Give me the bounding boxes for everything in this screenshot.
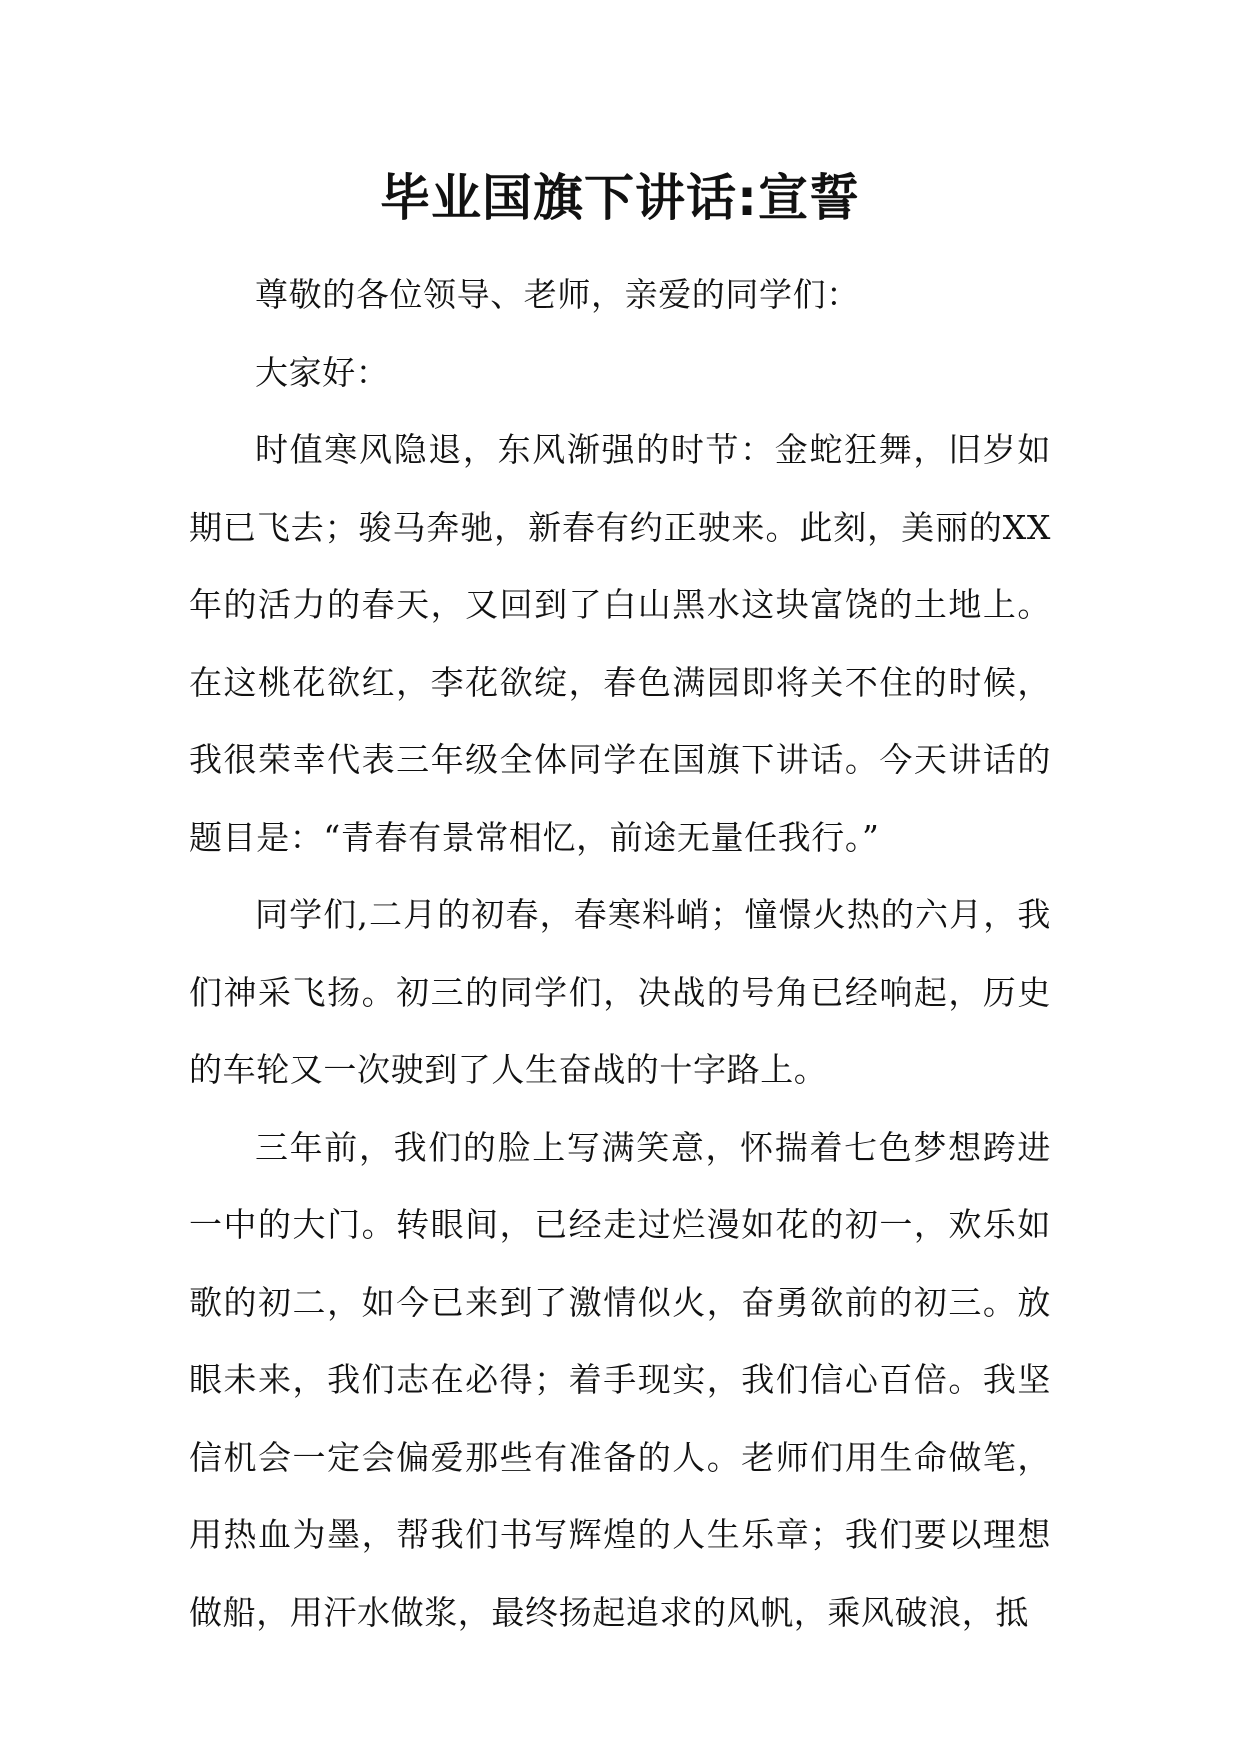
document-body — [189, 256, 1051, 1651]
document-title: 毕业国旗下讲话:宣誓 — [380, 169, 860, 227]
salutation-paragraph: 尊敬的各位领导、老师，亲爱的同学们： — [255, 275, 860, 314]
body-paragraph: 三年前，我们的脸上写满笑意，怀揣着七色梦想跨进一中的大门。转眼间，已经走过烂漫如花的初一，欢乐如歌的初二，如今已来到了激情似火，奋勇欲前的初三。放眼未来，我们志在必得；着手现实，我们信心百倍。我坚信机会一定会偏爱那些有准备的人。老师们用生命做笔，用热血为墨，帮我们书写辉煌的人生乐章；我们要以理想做船，用汗水做浆，最终扬起追求的风帆，乘风破浪，抵 — [189, 1127, 1051, 1632]
body-paragraph: 同学们,二月的初春，春寒料峭；憧憬火热的六月，我们神采飞扬。初三的同学们，决战的号角已经响起，历史的车轮又一次驶到了人生奋战的十字路上。 — [189, 895, 1051, 1089]
greeting-paragraph: 大家好： — [255, 352, 390, 392]
body-paragraph: 时值寒风隐退，东风渐强的时节：金蛇狂舞，旧岁如期已飞去；骏马奔驰，新春有约正驶来。此刻，美丽的XX年的活力的春天，又回到了白山黑水这块富饶的土地上。在这桃花欲红，李花欲绽，春色满园即将关不住的时候，我很荣幸代表三年级全体同学在国旗下讲话。今天讲话的题目是：“青春有景常相忆，前途无量任我行。” — [189, 430, 1051, 857]
